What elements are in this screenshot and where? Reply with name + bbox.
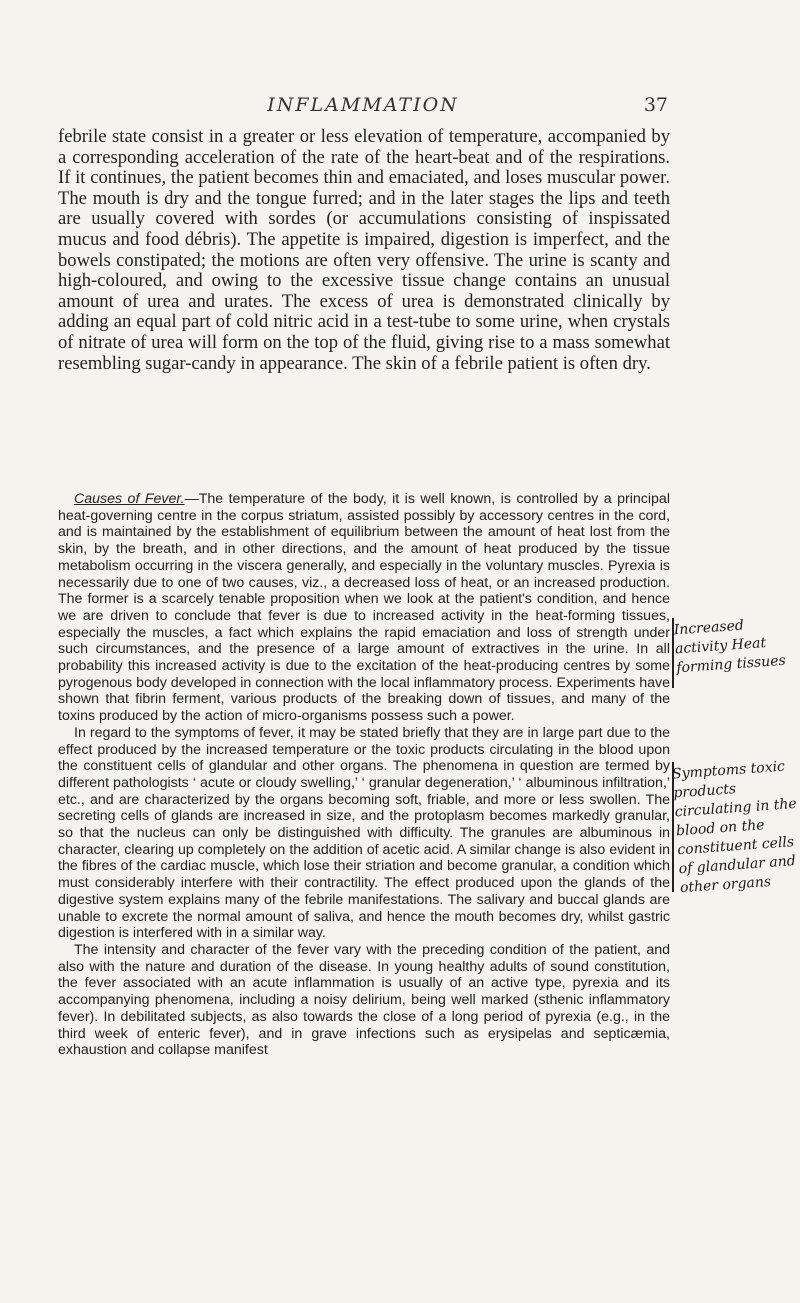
causes-paragraph-2: In regard to the symptoms of fever, it may be stated briefly that they are in large part due to the effect produced by the increased temperature or the toxic products circulating in the blood upon the constituent cells of glandular and other organs. The phenomena in question are termed by different pathologists ‘ acute or cloudy swelling,’ ‘ granular degeneration,’ ‘ albuminous infiltration,’ etc., and are characterized by the organs becoming soft, friable, and more or less swollen. The secreting cells of glands are increased in size, and the protoplasm becomes markedly granular, so that the nucleus can only be distinguished with difficulty. The granules are albuminous in character, clearing up completely on the addition of acetic acid. A similar change is also evident in the fibres of the cardiac muscle, which lose their striation and become granular, a condition which must considerably interfere with their contractility. The effect produced upon the glands of the digestive system explains many of the febrile manifestations. The salivary and buccal glands are unable to excrete the normal amount of saliva, and hence the mouth becomes dry, whilst gastric digestion is interfered with in a similar way. [58, 724, 670, 942]
handwritten-margin-note-2: Symptoms toxic products circulating in the blood on the constituent cells of glandular and other organs [671, 758, 798, 897]
page-number: 37 [643, 94, 668, 116]
handwritten-margin-note-1: Increased activity Heat forming tissues [673, 617, 787, 677]
causes-paragraph-1 [58, 491, 670, 725]
causes-paragraph-1-text: —The temperature of the body, it is well known, is controlled by a principal heat-governing centre in the corpus striatum, assisted possibly by accessory centres in the cord, and is maintained by the establishment of equilibrium between the amount of heat lost from the skin, by the breath, and in other directions, and the amount of heat produced by the tissue metabolism occurring in the viscera generally, and especially in the voluntary muscles. Pyrexia is necessarily due to one of two causes, viz., a decreased loss of heat, or an increased production. The former is a scarcely tenable proposition when we look at the patient's condition, and hence we are driven to conclude that fever is due to increased activity in the heat-forming tissues, especially the muscles, a fact which explains the rapid emaciation and loss of strength under such circumstances, and the presence of a large amount of extractives in the urine. In all probability this increased activity is due to the excitation of the heat-producing centres by some pyrogenous body developed in connection with the local inflammatory process. Experiments have shown that fibrin ferment, various products of the breaking down of tissues, and many of the toxins produced by the action of micro-organisms possess such a power. [58, 491, 670, 725]
page-header [58, 94, 668, 124]
running-title: INFLAMMATION [267, 94, 459, 116]
causes-of-fever-section [58, 491, 670, 1059]
causes-paragraph-3: The intensity and character of the fever vary with the preceding condition of the patient, and also with the nature and duration of the disease. In young healthy adults of sound constitution, the fever associated with an acute inflammation is usually of an active type, pyrexia and its accompanying phenomena, including a noisy delirium, being well marked (sthenic inflammatory fever). In debilitated subjects, as also towards the close of a long period of pyrexia (e.g., in the third week of enteric fever), and in grave infections such as erysipelas and septicæmia, exhaustion and collapse manifest [58, 941, 670, 1059]
main-text-block [58, 127, 670, 374]
section-heading: Causes of Fever. [74, 491, 185, 507]
paragraph-febrile-state: febrile state consist in a greater or less elevation of temperature, accompanied by a corresponding acceleration of the rate of the heart-beat and of the respirations. If it continues, the patient becomes thin and emaciated, and loses muscular power. The mouth is dry and the tongue furred; and in the later stages the lips and teeth are usually covered with sordes (or accumulations consisting of inspissated mucus and food débris). The appetite is impaired, digestion is imperfect, and the bowels constipated; the motions are often very offensive. The urine is scanty and high-coloured, and owing to the excessive tissue change contains an unusual amount of urea and urates. The excess of urea is demonstrated clinically by adding an equal part of cold nitric acid in a test-tube to some urine, when crystals of nitrate of urea will form on the top of the fluid, giving rise to a mass somewhat resembling sugar-candy in appearance. The skin of a febrile patient is often dry. [58, 126, 670, 374]
